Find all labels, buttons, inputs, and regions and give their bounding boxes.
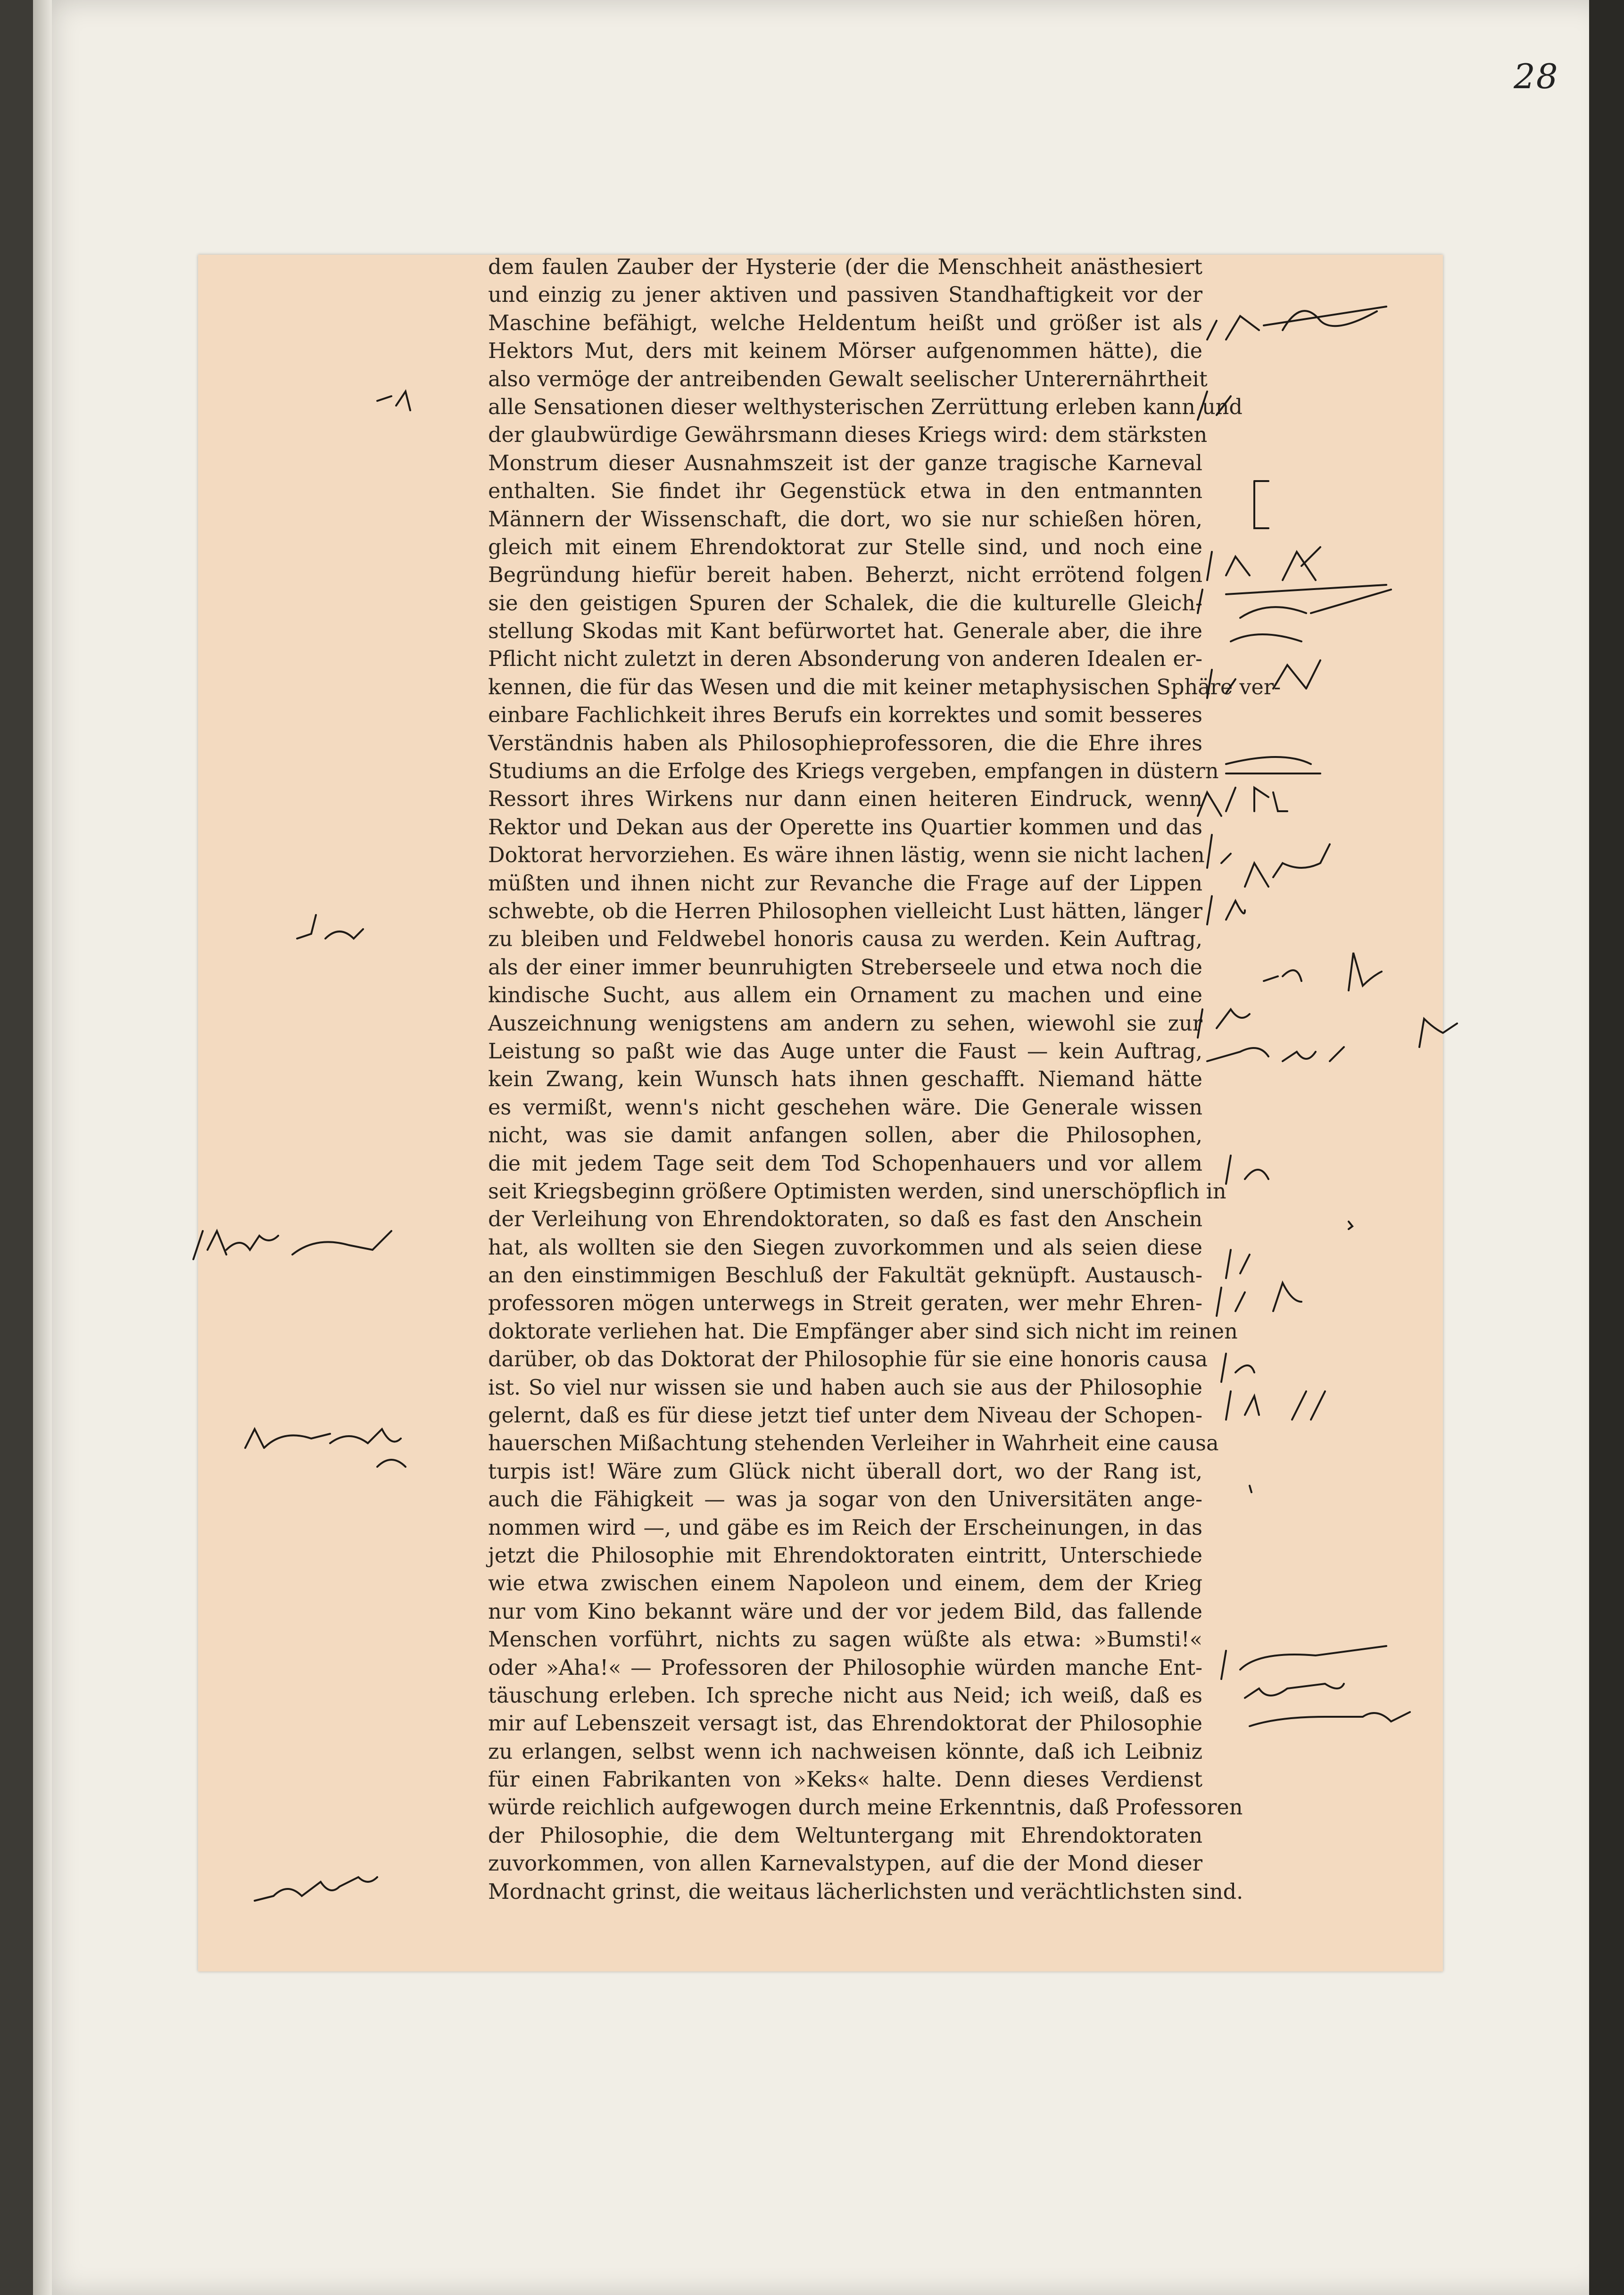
text-line: Auszeichnung wenigstens am andern zu sehen, wiewohl sie zur: [488, 1011, 1202, 1036]
book-edge: [1589, 0, 1624, 2295]
text-line: sie den geistigen Spuren der Schalek, die die kulturelle Gleich-: [488, 591, 1202, 615]
text-line: jetzt die Philosophie mit Ehrendoktoraten eintritt, Unterschiede: [488, 1543, 1202, 1568]
text-line: nicht, was sie damit anfangen sollen, aber die Philosophen,: [488, 1123, 1202, 1148]
text-line: Maschine befähigt, welche Heldentum heißt und größer ist als: [488, 311, 1202, 335]
text-line: der glaubwürdige Gewährsmann dieses Kriegs wird: dem stärksten: [488, 423, 1208, 448]
text-line: Rektor und Dekan aus der Operette ins Quartier kommen und das: [488, 815, 1202, 840]
text-line: müßten und ihnen nicht zur Revanche die Frage auf der Lippen: [488, 871, 1202, 896]
text-line: stellung Skodas mit Kant befürwortet hat. Generale aber, die ihre: [488, 619, 1202, 644]
text-line: Ressort ihres Wirkens nur dann einen heiteren Eindruck, wenn: [488, 787, 1202, 812]
text-line: kein Zwang, kein Wunsch hats ihnen geschafft. Niemand hätte: [488, 1067, 1202, 1092]
text-line: schwebte, ob die Herren Philosophen vielleicht Lust hätten, länger: [488, 899, 1202, 923]
text-line: der Verleihung von Ehrendoktoraten, so daß es fast den Anschein: [488, 1207, 1202, 1232]
text-line: Studiums an die Erfolge des Kriegs vergeben, empfangen in düstern: [488, 759, 1219, 784]
text-line: professoren mögen unterwegs in Streit geraten, wer mehr Ehren-: [488, 1291, 1202, 1316]
text-line: zuvorkommen, von allen Karnevalstypen, auf die der Mond dieser: [488, 1852, 1202, 1876]
text-line: und einzig zu jener aktiven und passiven Standhaftigkeit vor der: [488, 283, 1202, 308]
text-line: oder »Aha!« — Professoren der Philosophie würden manche Ent-: [488, 1655, 1202, 1680]
typescript-text: [488, 253, 1281, 1906]
text-line: alle Sensationen dieser welthysterischen Zerrüttung erleben kann und: [488, 395, 1243, 419]
text-line: doktorate verliehen hat. Die Empfänger aber sind sich nicht im reinen: [488, 1319, 1238, 1344]
text-line: für einen Fabrikanten von »Keks« halte. Denn dieses Verdienst: [488, 1768, 1202, 1792]
text-line: nommen wird —, und gäbe es im Reich der Erscheinungen, in das: [488, 1515, 1202, 1540]
text-line: nur vom Kino bekannt wäre und der vor jedem Bild, das fallende: [488, 1599, 1202, 1624]
text-line: auch die Fähigkeit — was ja sogar von den Universitäten ange-: [488, 1488, 1202, 1512]
page-number: 28: [1514, 57, 1559, 96]
text-line: mir auf Lebenszeit versagt ist, das Ehrendoktorat der Philosophie: [488, 1712, 1202, 1736]
text-line: Verständnis haben als Philosophieprofessoren, die die Ehre ihres: [488, 731, 1202, 756]
text-line: kindische Sucht, aus allem ein Ornament zu machen und eine: [488, 983, 1202, 1008]
text-line: würde reichlich aufgewogen durch meine Erkenntnis, daß Professoren: [488, 1796, 1243, 1820]
text-line: kennen, die für das Wesen und die mit keiner metaphysischen Sphäre ver-: [488, 675, 1281, 699]
text-line: Menschen vorführt, nichts zu sagen wüßte als etwa: »Bumsti!«: [488, 1628, 1202, 1652]
text-line: dem faulen Zauber der Hysterie (der die Menschheit anästhesiert: [488, 255, 1202, 279]
text-line: zu erlangen, selbst wenn ich nachweisen könnte, daß ich Leibniz: [488, 1739, 1202, 1764]
binding-gutter: [33, 0, 52, 2295]
text-line: hauerschen Mißachtung stehenden Verleiher in Wahrheit eine causa: [488, 1431, 1219, 1456]
text-line: täuschung erleben. Ich spreche nicht aus Neid; ich weiß, daß es: [488, 1683, 1202, 1708]
text-line: enthalten. Sie findet ihr Gegenstück etwa in den entmannten: [488, 479, 1202, 504]
text-line: Mordnacht grinst, die weitaus lächerlichsten und verächtlichsten sind.: [488, 1879, 1243, 1904]
text-line: Monstrum dieser Ausnahmszeit ist der ganze tragische Karneval: [488, 451, 1202, 475]
text-line: Hektors Mut, ders mit keinem Mörser aufgenommen hätte), die: [488, 339, 1202, 364]
text-line: turpis ist! Wäre zum Glück nicht überall dort, wo der Rang ist,: [488, 1459, 1202, 1484]
text-line: Doktorat hervorziehen. Es wäre ihnen lästig, wenn sie nicht lachen: [488, 843, 1205, 868]
text-line: Leistung so paßt wie das Auge unter die Faust — kein Auftrag,: [488, 1039, 1202, 1064]
text-line: Pflicht nicht zuletzt in deren Absonderung von anderen Idealen er-: [488, 647, 1202, 672]
text-line: zu bleiben und Feldwebel honoris causa zu werden. Kein Auftrag,: [488, 927, 1202, 952]
text-line: die mit jedem Tage seit dem Tod Schopenhauers und vor allem: [488, 1151, 1202, 1176]
text-line: Begründung hiefür bereit haben. Beherzt, nicht errötend folgen: [488, 563, 1202, 588]
text-line: hat, als wollten sie den Siegen zuvorkommen und als seien diese: [488, 1235, 1202, 1260]
text-line: einbare Fachlichkeit ihres Berufs ein korrektes und somit besseres: [488, 703, 1202, 728]
text-line: es vermißt, wenn's nicht geschehen wäre. Die Generale wissen: [488, 1095, 1202, 1120]
text-line: der Philosophie, die dem Weltuntergang mit Ehrendoktoraten: [488, 1823, 1202, 1848]
text-line: gleich mit einem Ehrendoktorat zur Stelle sind, und noch eine: [488, 535, 1202, 559]
text-line: Männern der Wissenschaft, die dort, wo sie nur schießen hören,: [488, 507, 1202, 532]
text-line: darüber, ob das Doktorat der Philosophie für sie eine honoris causa: [488, 1347, 1208, 1372]
text-line: ist. So viel nur wissen sie und haben auch sie aus der Philosophie: [488, 1375, 1202, 1400]
text-line: an den einstimmigen Beschluß der Fakultät geknüpft. Austausch-: [488, 1264, 1202, 1288]
text-line: also vermöge der antreibenden Gewalt seelischer Unterernährtheit: [488, 367, 1208, 391]
text-line: als der einer immer beunruhigten Streberseele und etwa noch die: [488, 955, 1202, 980]
text-line: seit Kriegsbeginn größere Optimisten werden, sind unerschöpflich in: [488, 1179, 1226, 1204]
text-line: gelernt, daß es für diese jetzt tief unter dem Niveau der Schopen-: [488, 1404, 1202, 1428]
text-line: wie etwa zwischen einem Napoleon und einem, dem der Krieg: [488, 1572, 1202, 1596]
